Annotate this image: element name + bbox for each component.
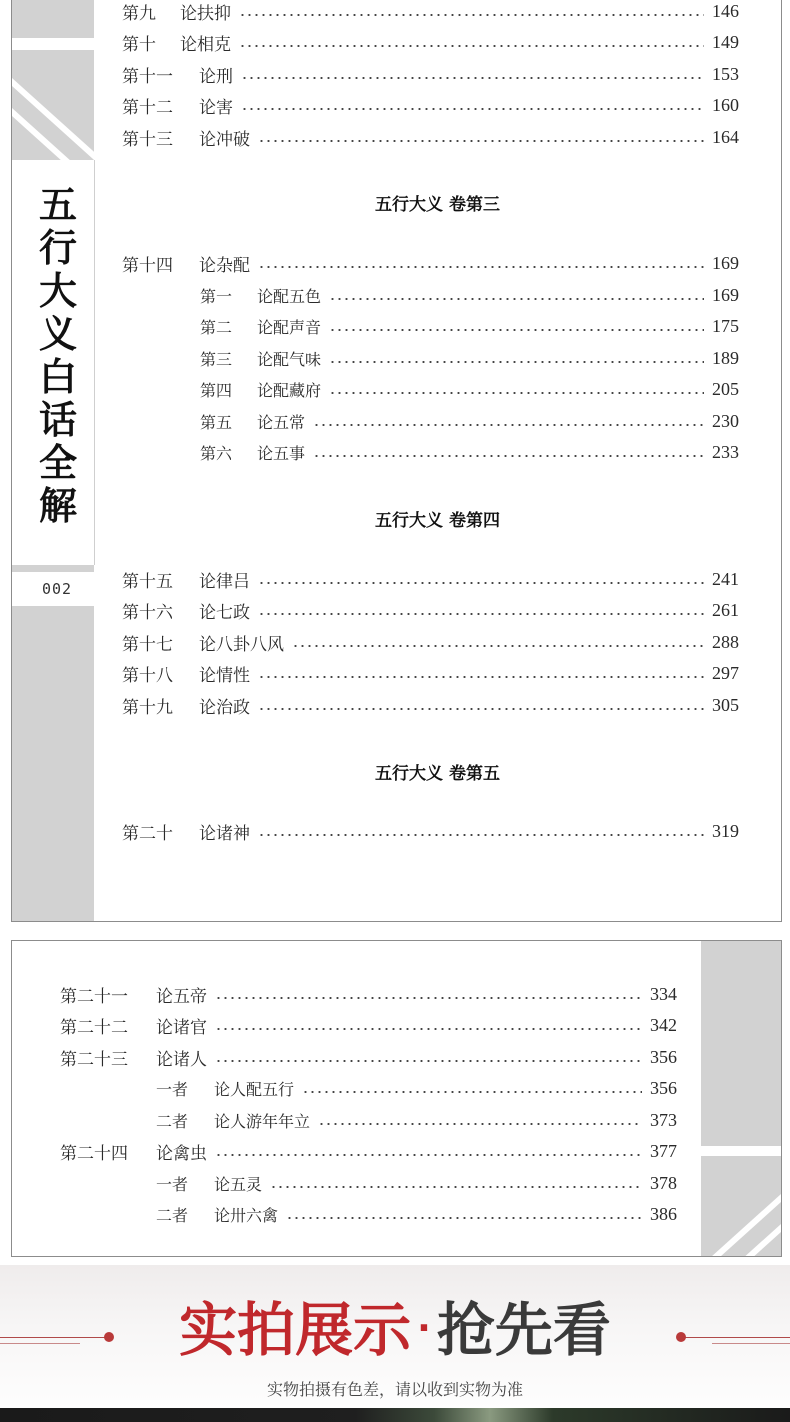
toc-entry-number: 第十八 — [122, 665, 173, 686]
toc-entry-page: 261 — [712, 599, 739, 620]
toc-entry-title: 论刑 — [199, 66, 233, 87]
toc-sub-entry — [200, 345, 739, 371]
photo-banner — [0, 1265, 790, 1422]
toc-entry-page: 297 — [712, 662, 739, 683]
toc-entry-title: 论治政 — [199, 697, 250, 718]
toc-page-2 — [11, 940, 782, 1257]
toc-entry-page: 305 — [712, 694, 739, 715]
toc-leader-dots — [215, 1154, 642, 1156]
toc-entry — [122, 818, 739, 844]
toc-entry-title: 论人游年年立 — [214, 1111, 311, 1131]
toc-entry-number: 第十 — [122, 34, 156, 55]
toc-entry-page: 377 — [650, 1140, 677, 1161]
toc-entry-number: 一者 — [156, 1079, 189, 1099]
toc-entry-page: 356 — [650, 1046, 677, 1067]
banner-subtitle: 实物拍摄有色差，请以收到实物为准 — [266, 1380, 523, 1399]
toc-leader-dots — [313, 424, 704, 426]
toc-entry-title: 论五帝 — [156, 986, 207, 1007]
toc-entry-page: 288 — [712, 631, 739, 652]
toc-entry-title: 论情性 — [199, 665, 250, 686]
toc-entry-title: 论七政 — [199, 602, 250, 623]
toc-leader-dots — [239, 45, 704, 47]
toc-entry-page: 169 — [712, 252, 739, 273]
section-heading — [53, 190, 782, 215]
toc-leader-dots — [215, 997, 642, 999]
toc-leader-dots — [318, 1123, 642, 1125]
section-heading-text: 五行大义 卷第五 — [375, 764, 500, 784]
toc-leader-dots — [258, 708, 704, 710]
book-title: 五行大义白话全解 — [38, 183, 77, 528]
toc-entry-page: 241 — [712, 568, 739, 589]
toc-entry-title: 论律吕 — [199, 571, 250, 592]
toc-entry-title: 论禽虫 — [156, 1143, 207, 1164]
toc-leader-dots — [258, 834, 704, 836]
toc-entry-number: 第二十四 — [60, 1143, 128, 1164]
toc-entry-title: 论扶抑 — [180, 3, 231, 24]
toc-entry — [122, 0, 739, 24]
toc-leader-dots — [329, 329, 704, 331]
toc-entry-title: 论害 — [199, 97, 233, 118]
toc-leader-dots — [258, 676, 704, 678]
toc-entry — [122, 29, 739, 55]
toc-entry-number: 第六 — [200, 443, 233, 463]
toc-sub-entry — [156, 1075, 677, 1101]
toc-entry-title: 论人配五行 — [214, 1079, 295, 1099]
toc-sub-entry — [200, 376, 739, 402]
toc-entry-title: 论五事 — [257, 443, 306, 463]
strip-decoration — [12, 38, 94, 50]
section-heading — [53, 759, 782, 784]
toc-entry — [122, 566, 739, 592]
toc-entry — [122, 692, 739, 718]
toc-entry-number: 第二十一 — [60, 986, 128, 1007]
section-heading-text: 五行大义 卷第三 — [375, 195, 500, 215]
toc-entry-title: 论诸官 — [156, 1017, 207, 1038]
toc-entry-title: 论卅六禽 — [214, 1205, 279, 1225]
toc-entry-page: 169 — [712, 284, 739, 305]
section-heading — [53, 506, 782, 531]
product-photo-edge — [0, 1408, 790, 1422]
toc-entry-number: 第十五 — [122, 571, 173, 592]
toc-entry-number: 第十四 — [122, 255, 173, 276]
toc-entry-number: 第二十三 — [60, 1049, 128, 1070]
toc-leader-dots — [302, 1091, 642, 1093]
toc-leader-dots — [258, 140, 704, 142]
toc-entry — [122, 250, 739, 276]
toc-entry-page: 356 — [650, 1077, 677, 1098]
toc-entry-page: 160 — [712, 94, 739, 115]
toc-leader-dots — [329, 298, 704, 300]
banner-title-red: 实拍展示 — [179, 1296, 412, 1364]
toc-entry-title: 论五常 — [257, 412, 306, 432]
toc-entry-page: 233 — [712, 441, 739, 462]
toc-entry-number: 第十三 — [122, 129, 173, 150]
page-side-strip — [701, 941, 781, 1256]
toc-entry — [122, 597, 739, 623]
toc-leader-dots — [241, 77, 704, 79]
toc-entry-title: 论杂配 — [199, 255, 250, 276]
toc-entry-page: 164 — [712, 126, 739, 147]
toc-entry-page: 205 — [712, 378, 739, 399]
toc-entry — [60, 1012, 677, 1038]
toc-leader-dots — [258, 266, 704, 268]
toc-entry-page: 230 — [712, 410, 739, 431]
toc-leader-dots — [215, 1028, 642, 1030]
toc-entry — [122, 629, 739, 655]
toc-page-1 — [11, 0, 782, 922]
toc-entry-number: 二者 — [156, 1205, 189, 1225]
toc-leader-dots — [329, 361, 704, 363]
toc-sub-entry — [200, 282, 739, 308]
toc-entry-number: 第十二 — [122, 97, 173, 118]
toc-leader-dots — [329, 392, 704, 394]
toc-entry-title: 论诸人 — [156, 1049, 207, 1070]
toc-leader-dots — [270, 1186, 642, 1188]
toc-entry-title: 论配五色 — [257, 286, 322, 306]
toc-entry — [60, 981, 677, 1007]
toc-entry-number: 第五 — [200, 412, 233, 432]
toc-entry-page: 334 — [650, 983, 677, 1004]
toc-leader-dots — [286, 1217, 642, 1219]
toc-entry-number: 第十一 — [122, 66, 173, 87]
toc-entry — [60, 1044, 677, 1070]
toc-entry-page: 153 — [712, 63, 739, 84]
toc-entry-number: 第二十 — [122, 823, 173, 844]
toc-entry — [122, 61, 739, 87]
section-heading-text: 五行大义 卷第四 — [375, 511, 500, 531]
toc-entry — [122, 124, 739, 150]
toc-entry-title: 论配藏府 — [257, 380, 322, 400]
toc-entry-number: 第二十二 — [60, 1017, 128, 1038]
toc-sub-entry — [156, 1201, 677, 1227]
toc-entry-number: 第一 — [200, 286, 233, 306]
toc-entry-page: 378 — [650, 1172, 677, 1193]
banner-title-separator: · — [417, 1308, 431, 1349]
toc-entry-page: 175 — [712, 315, 739, 336]
toc-entry-page: 373 — [650, 1109, 677, 1130]
toc-leader-dots — [313, 455, 704, 457]
toc-leader-dots — [241, 108, 704, 110]
toc-entry — [60, 1138, 677, 1164]
toc-entry-number: 第二 — [200, 317, 233, 337]
toc-leader-dots — [215, 1060, 642, 1062]
toc-entry-page: 386 — [650, 1203, 677, 1224]
toc-entry-number: 第十七 — [122, 634, 173, 655]
toc-entry-title: 论相克 — [180, 34, 231, 55]
toc-entry-number: 第四 — [200, 380, 233, 400]
toc-sub-entry — [200, 313, 739, 339]
toc-entry-title: 论配气味 — [257, 349, 322, 369]
toc-leader-dots — [239, 14, 704, 16]
toc-leader-dots — [258, 582, 704, 584]
toc-sub-entry — [200, 408, 739, 434]
toc-entry-page: 189 — [712, 347, 739, 368]
toc-entry-page: 342 — [650, 1014, 677, 1035]
toc-sub-entry — [200, 439, 739, 465]
toc-sub-entry — [156, 1170, 677, 1196]
toc-sub-entry — [156, 1107, 677, 1133]
toc-entry — [122, 660, 739, 686]
toc-entry-title: 论五灵 — [214, 1174, 263, 1194]
toc-entry-page: 319 — [712, 820, 739, 841]
toc-entry-number: 第三 — [200, 349, 233, 369]
toc-entry-number: 一者 — [156, 1174, 189, 1194]
toc-entry-number: 第十九 — [122, 697, 173, 718]
toc-entry-page: 146 — [712, 0, 739, 21]
toc-entry-number: 第九 — [122, 3, 156, 24]
toc-entry-number: 二者 — [156, 1111, 189, 1131]
strip-decoration — [692, 1187, 782, 1257]
strip-decoration — [701, 1146, 781, 1156]
banner-title — [0, 1295, 790, 1374]
page-number: 002 — [42, 580, 73, 598]
toc-entry-page: 149 — [712, 31, 739, 52]
toc-entry-title: 论冲破 — [199, 129, 250, 150]
toc-entry-number: 第十六 — [122, 602, 173, 623]
toc-entry-title: 论八卦八风 — [199, 634, 284, 655]
toc-entry-title: 论诸神 — [199, 823, 250, 844]
toc-entry — [122, 92, 739, 118]
banner-title-dark: 抢先看 — [436, 1296, 611, 1364]
toc-leader-dots — [292, 645, 704, 647]
toc-leader-dots — [258, 613, 704, 615]
toc-entry-title: 论配声音 — [257, 317, 322, 337]
